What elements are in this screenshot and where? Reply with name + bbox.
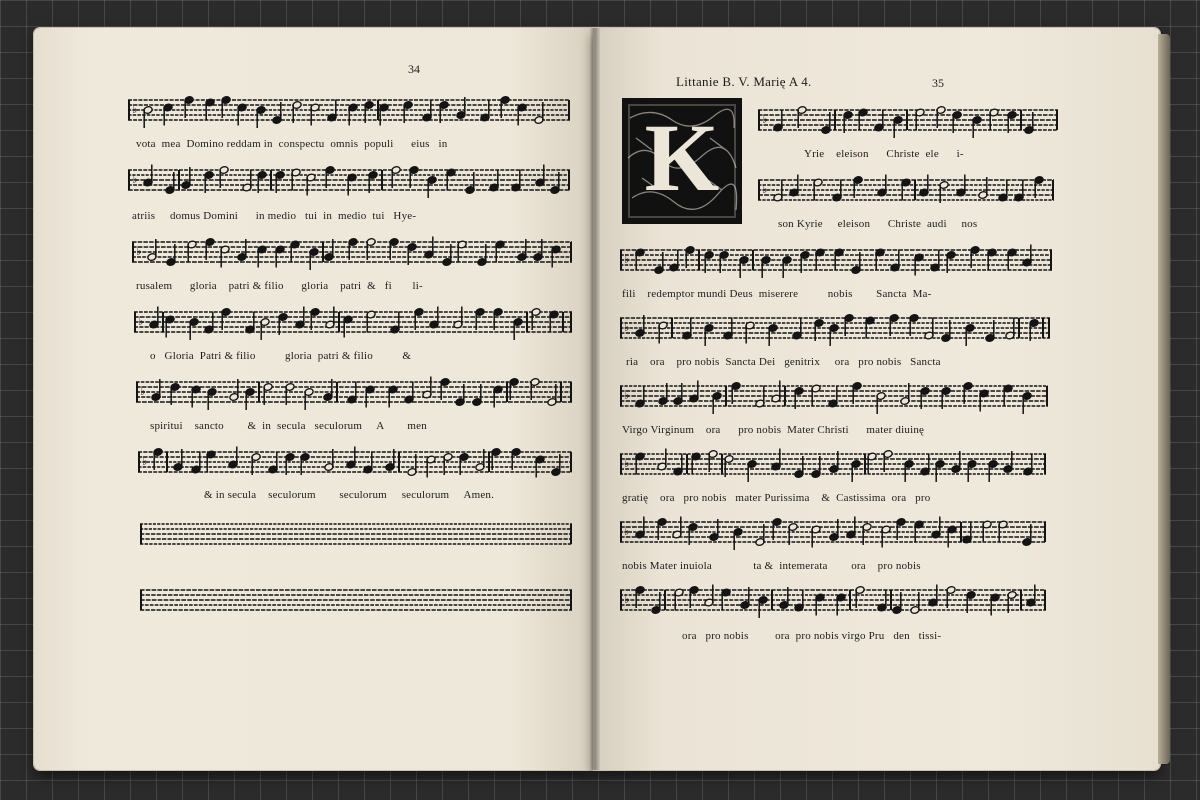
music-staff <box>128 88 570 134</box>
staff-notation <box>620 510 1046 556</box>
music-staff <box>136 370 572 416</box>
staff-notation <box>128 88 570 134</box>
decorated-initial <box>622 98 742 224</box>
music-staff <box>620 238 1052 284</box>
svg-text:♭: ♭ <box>762 112 768 126</box>
lyric-line: spiritui sancto & in secula seculorum A men <box>150 420 427 432</box>
svg-text:♭: ♭ <box>132 172 138 186</box>
lyric-line: Yrie eleison Christe ele i- <box>804 148 964 160</box>
lyric-line: vota mea Domino reddam in conspectu omnis populi eius in <box>136 138 448 150</box>
staff-notation <box>620 578 1046 624</box>
svg-text:♭: ♭ <box>136 244 142 258</box>
staff-notation <box>620 442 1046 488</box>
staff-notation <box>758 168 1054 214</box>
music-staff <box>132 230 572 276</box>
staff-notation <box>140 512 572 558</box>
lyric-line: gratię ora pro nobis mater Purissima & Castissima ora pro <box>622 492 931 504</box>
left-page-number: 34 <box>408 62 420 76</box>
music-staff <box>620 306 1050 352</box>
svg-text:♭: ♭ <box>624 456 630 470</box>
svg-text:♭: ♭ <box>138 314 144 328</box>
empty-staff <box>140 578 572 624</box>
music-staff <box>128 158 570 204</box>
music-staff <box>138 440 572 486</box>
lyric-line: & in secula seculorum seculorum seculorum Amen. <box>204 489 495 501</box>
book-fore-edge <box>1158 34 1170 764</box>
staff-notation <box>140 578 572 624</box>
book-gutter <box>590 28 600 770</box>
staff-notation <box>620 374 1048 420</box>
staff-notation <box>132 230 572 276</box>
svg-text:♭: ♭ <box>140 384 146 398</box>
svg-text:♭: ♭ <box>624 320 630 334</box>
music-staff <box>758 168 1054 214</box>
initial-letter: K <box>644 104 720 211</box>
svg-text:♭: ♭ <box>132 102 138 116</box>
staff-notation <box>128 158 570 204</box>
staff-notation <box>136 370 572 416</box>
svg-text:♭: ♭ <box>624 252 630 266</box>
staff-notation <box>134 300 572 346</box>
lyric-line: son Kyrie eleison Christe audi nos <box>778 218 978 230</box>
lyric-line: ora pro nobis ora pro nobis virgo Pru den tissi- <box>682 630 942 642</box>
empty-staff <box>140 512 572 558</box>
staff-notation <box>620 238 1052 284</box>
right-page-number: 35 <box>932 76 944 90</box>
music-staff <box>620 442 1046 488</box>
lyric-line: o Gloria Patri & filio gloria patri & filio & <box>150 350 412 362</box>
svg-text:♭: ♭ <box>762 182 768 196</box>
svg-text:♭: ♭ <box>142 454 148 468</box>
music-staff <box>620 578 1046 624</box>
lyric-line: nobis Mater inuiola ta & intemerata ora pro nobis <box>622 560 921 572</box>
lyric-line: ria ora pro nobis Sancta Dei genitrix ora pro nobis Sancta <box>626 356 941 368</box>
svg-text:♭: ♭ <box>624 524 630 538</box>
lyric-line: atriis domus Domini in medio tui in medio tui Hye- <box>132 210 417 222</box>
svg-text:♭: ♭ <box>624 388 630 402</box>
lyric-line: rusalem gloria patri & filio gloria patri & fi li- <box>136 280 423 292</box>
right-page-header: Littanie B. V. Marię A 4. <box>676 74 812 89</box>
music-staff <box>620 374 1048 420</box>
staff-notation <box>620 306 1050 352</box>
lyric-line: fili redemptor mundi Deus miserere nobis Sancta Ma- <box>622 288 932 300</box>
staff-notation <box>758 98 1058 144</box>
music-staff <box>134 300 572 346</box>
svg-text:♭: ♭ <box>624 592 630 606</box>
music-staff <box>620 510 1046 556</box>
lyric-line: Virgo Virginum ora pro nobis Mater Christi mater diuinę <box>622 424 925 436</box>
staff-notation <box>138 440 572 486</box>
music-staff <box>758 98 1058 144</box>
